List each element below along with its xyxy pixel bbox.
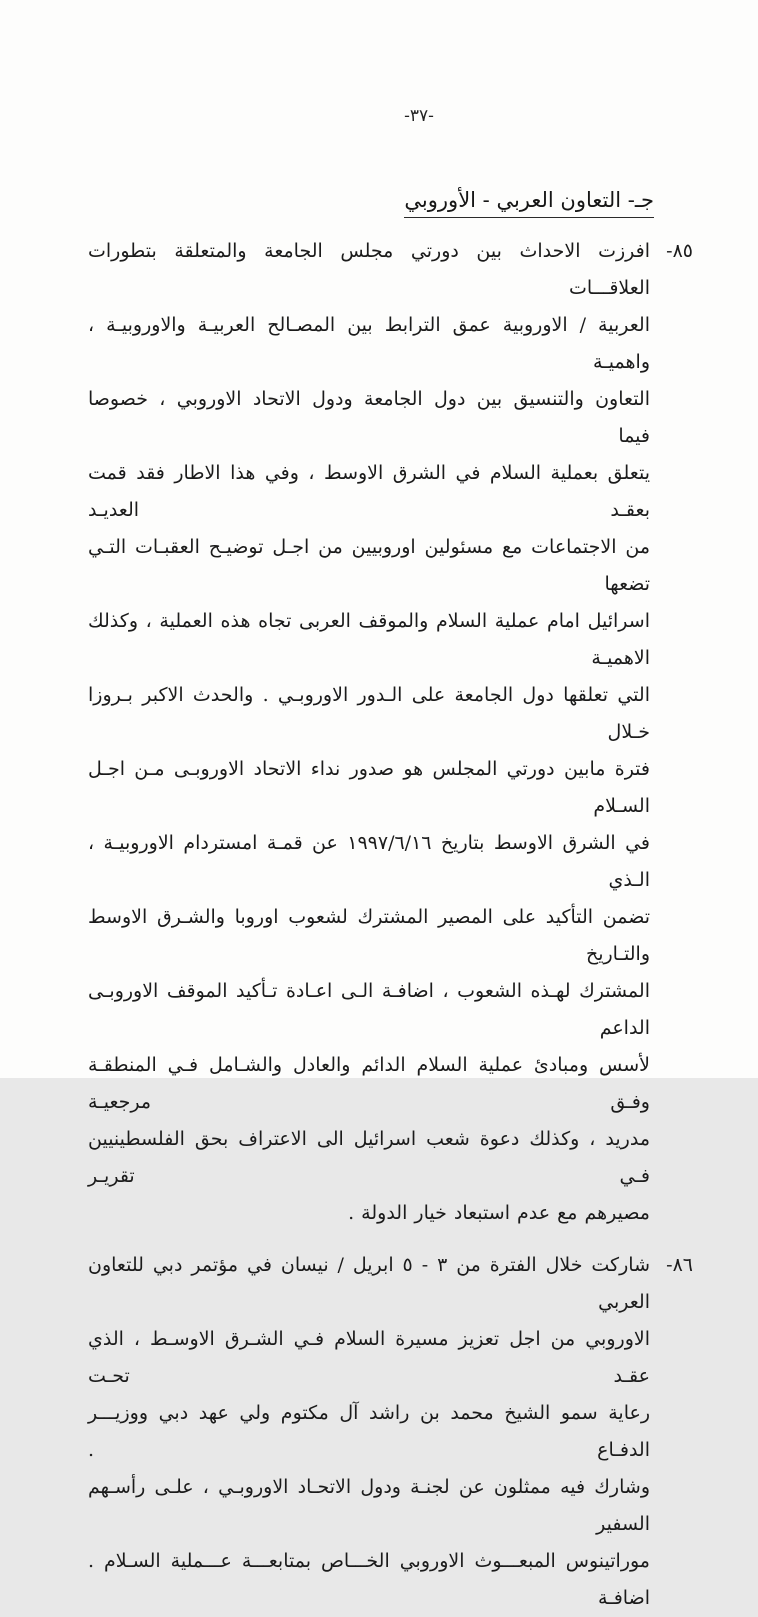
text-line: العربية / الاوروبية عمق الترابط بين المصـالح العربيـة والاوروبيـة ، واهميـة — [88, 314, 650, 373]
text-line: وشارك فيه ممثلون عن لجنـة ودول الاتحـاد الاوروبـي ، علـى رأسـهم السفير — [88, 1476, 650, 1535]
text-line: يتعلق بعملية السلام في الشرق الاوسط ، وفي هذا الاطار فقد قمت بعقـد العديـد — [88, 462, 650, 521]
paragraph-body — [88, 233, 650, 1232]
text-line: الاوروبي من اجل تعزيز مسيرة السلام فـي الشـرق الاوسـط ، الذي عقـد تحـت — [88, 1328, 650, 1387]
text-line: مدريد ، وكذلك دعوة شعب اسرائيل الى الاعتراف بحق الفلسطينيين فـي تقريـر — [88, 1128, 650, 1187]
text-line: لأسس ومبادئ عملية السلام الدائم والعادل والشـامل فـي المنطقـة وفـق مرجعيـة — [88, 1054, 650, 1113]
text-line: في الشرق الاوسط بتاريخ ١٩٩٧/٦/١٦ عن قمـة امستردام الاوروبيـة ، الـذي — [88, 832, 650, 891]
text-line: مصيرهم مع عدم استبعاد خيار الدولة . — [348, 1202, 650, 1224]
text-line: التعاون والتنسيق بين دول الجامعة ودول الاتحاد الاوروبي ، خصوصا فيما — [88, 388, 650, 447]
paragraph-number: ٨٥- — [666, 240, 693, 262]
text-line: التي تعلقها دول الجامعة على الـدور الاوروبـي . والحدث الاكبر بـروزا خـلال — [88, 684, 650, 743]
text-line: افرزت الاحداث بين دورتي مجلس الجامعة والمتعلقة بتطورات العلاقـــات — [88, 240, 650, 299]
paragraph-body — [88, 1247, 650, 1617]
text-line: من الاجتماعات مع مسئولين اوروبيين من اجـل توضيـح العقبـات التـي تضعها — [88, 536, 650, 595]
text-line: المشترك لهـذه الشعوب ، اضافـة الـى اعـادة تـأكيد الموقف الاوروبـى الداعم — [88, 980, 650, 1039]
text-line: شاركت خلال الفترة من ٣ - ٥ ابريل / نيسان في مؤتمر دبي للتعاون العربي — [88, 1254, 650, 1313]
text-line: رعاية سمو الشيخ محمد بن راشد آل مكتوم ولي عهد دبي ووزيـــر الدفـاع . — [88, 1402, 650, 1461]
section-heading: جـ- التعاون العربي - الأوروبي — [404, 188, 654, 218]
text-line: تضمن التأكيد على المصير المشترك لشعوب اوروبا والشـرق الاوسط والتـاريخ — [88, 906, 650, 965]
text-line: فترة مابين دورتي المجلس هو صدور نداء الاتحاد الاوروبـى مـن اجـل السـلام — [88, 758, 650, 817]
paragraphs-container — [88, 233, 693, 1617]
section-heading-row — [60, 188, 654, 218]
paragraph — [88, 1247, 693, 1617]
text-line: اسرائيل امام عملية السلام والموقف العربى تجاه هذه العملية ، وكذلك الاهميـة — [88, 610, 650, 669]
paragraph-number: ٨٦- — [666, 1254, 693, 1276]
paragraph — [88, 233, 693, 1232]
text-line: موراتينوس المبعـــوث الاوروبي الخـــاص بمتابعـــة عـــملية السـلام . اضافـة — [88, 1550, 650, 1609]
page-number: -٣٧- — [404, 106, 434, 126]
